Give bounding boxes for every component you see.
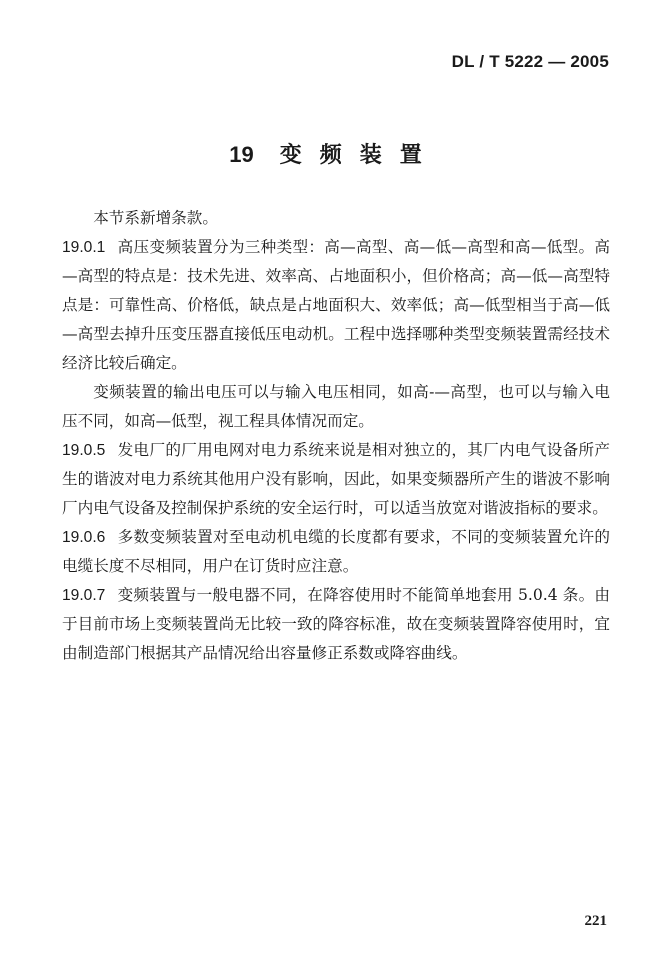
clause-19-0-5 <box>62 436 610 523</box>
page-number: 221 <box>584 913 607 929</box>
paragraph-output-voltage <box>62 378 610 436</box>
clause-text: 发电厂的厂用电网对电力系统来说是相对独立的，其厂内电气设备所产生的谐波对电力系统其他用户没有影响，因此，如果变频器所产生的谐波不影响厂内电气设备及控制保护系统的安全运行时，可以适当放宽对谐波指标的要求。 <box>62 441 610 517</box>
standard-code-header: DL / T 5222 — 2005 <box>451 52 609 71</box>
clause-19-0-1 <box>62 233 610 378</box>
clause-text: 多数变频装置对至电动机电缆的长度都有要求，不同的变频装置允许的电缆长度不尽相同，用户在订货时应注意。 <box>62 528 610 575</box>
clause-19-0-7 <box>62 581 610 668</box>
clause-number: 19.0.1 <box>62 239 106 256</box>
paragraph-text: 变频装置的输出电压可以与输入电压相同，如高-—高型，也可以与输入电压不同，如高—低型，视工程具体情况而定。 <box>62 383 610 430</box>
clause-text: 高压变频装置分为三种类型：高—高型、高—低—高型和高—低型。高—高型的特点是：技术先进、效率高、占地面积小，但价格高；高—低—高型特点是：可靠性高、价格低，缺点是占地面积大、效率低；高—低型相当于高—低—高型去掉升压变压器直接低压电动机。工程中选择哪种类型变频装置需经技术经济比较后确定。 <box>62 238 610 372</box>
chapter-name: 变频装置 <box>279 142 440 168</box>
chapter-number: 19 <box>229 142 254 167</box>
intro-paragraph <box>62 204 610 233</box>
clause-number: 19.0.6 <box>62 529 106 546</box>
clause-number: 19.0.5 <box>62 442 106 459</box>
document-body <box>62 204 610 668</box>
clause-19-0-6 <box>62 523 610 581</box>
clause-text: 变频装置与一般电器不同，在降容使用时不能简单地套用 5.0.4 条。由于目前市场上变频装置尚无比较一致的降容标准，故在变频装置降容使用时，宜由制造部门根据其产品情况给出容量修正系数或降容曲线。 <box>62 586 610 662</box>
chapter-title <box>0 138 669 169</box>
paragraph-text: 本节系新增条款。 <box>93 209 218 227</box>
clause-number: 19.0.7 <box>62 587 106 604</box>
